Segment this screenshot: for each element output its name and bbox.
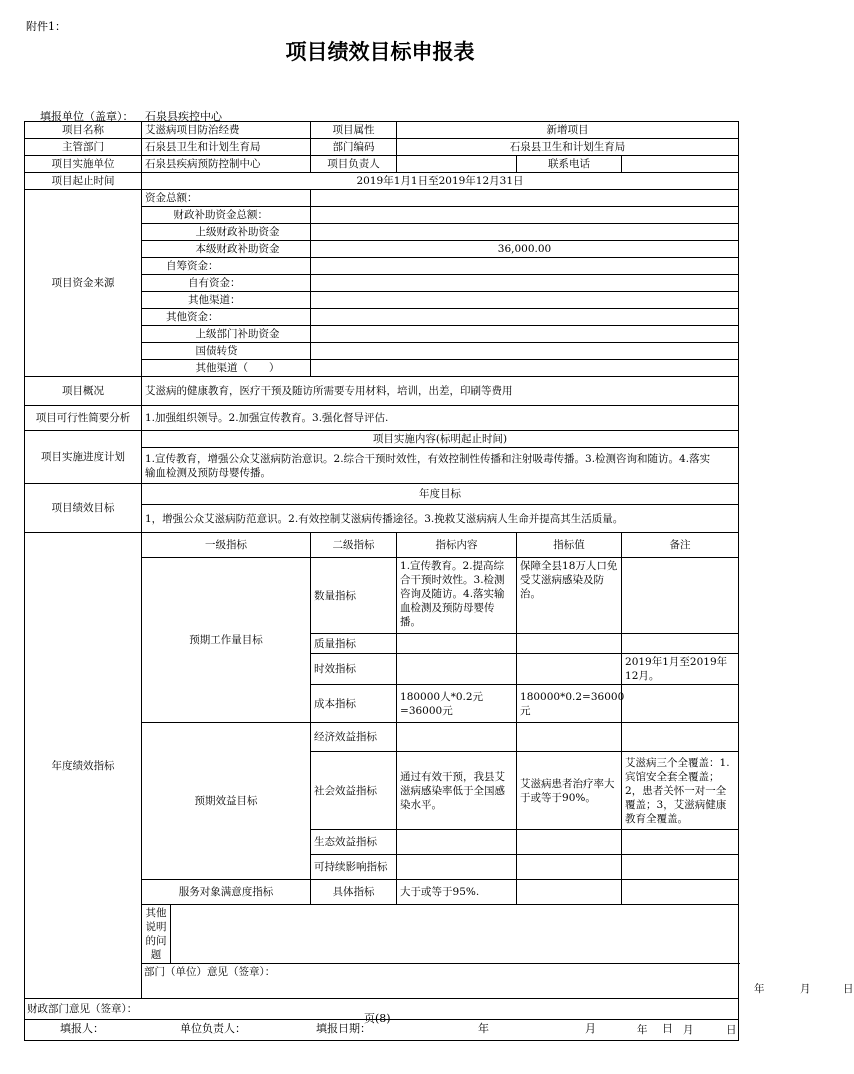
indicator-group-workload: 预期工作量目标 — [142, 558, 311, 723]
indicator-group-benefit: 预期效益目标 — [142, 723, 311, 880]
reporting-unit: 石泉县疾控中心 — [145, 110, 222, 123]
project-attr-label: 项目属性 — [311, 122, 397, 139]
funding-value — [311, 326, 739, 343]
funding-value — [311, 207, 739, 224]
indicator-content: 大于或等于95%. — [397, 880, 517, 905]
funding-value — [311, 292, 739, 309]
perf-goal: 1，增强公众艾滋病防范意识。2.有效控制艾滋病传播途径。3.挽救艾滋病病人生命并提高其生活质量。 — [142, 505, 739, 533]
indicator-note — [622, 634, 739, 654]
finance-opinion-label: 财政部门意见（签章）： — [25, 999, 739, 1020]
indicator-note — [622, 685, 739, 723]
project-name: 艾滋病项目防治经费 — [142, 122, 311, 139]
funding-value — [311, 190, 739, 207]
indicator-name: 生态效益指标 — [311, 830, 397, 855]
funding-item: 上级财政补助资金 — [193, 224, 311, 241]
finance-opinion-day: 日 — [726, 1024, 737, 1036]
finance-opinion-year: 年 — [637, 1024, 648, 1036]
indicator-note: 艾滋病三个全覆盖：1.宾馆安全套全覆盖；2，患者关怀一对一全覆盖；3，艾滋病健康教育全覆盖。 — [622, 752, 739, 830]
funding-value — [311, 275, 739, 292]
funding-item: 本级财政补助资金 — [193, 241, 311, 258]
funding-item: 财政补助资金总额： — [171, 207, 311, 224]
indicator-header: 备注 — [622, 533, 739, 558]
funding-item: 资金总额： — [142, 190, 311, 207]
dept-label: 主管部门 — [25, 139, 142, 156]
indicator-note — [622, 855, 739, 880]
funding-item: 其他渠道（ ） — [193, 360, 311, 377]
other-label: 其他说明的问题 — [142, 905, 171, 964]
indicator-value: 180000*0.2=36000元 — [517, 685, 622, 723]
indicator-content: 180000人*0.2元=36000元 — [397, 685, 517, 723]
indicator-header: 二级指标 — [311, 533, 397, 558]
funding-value — [311, 224, 739, 241]
indicator-value — [517, 880, 622, 905]
impl-unit-label: 项目实施单位 — [25, 156, 142, 173]
funding-item: 其他渠道： — [142, 292, 311, 309]
other-value — [171, 905, 739, 964]
indicator-name: 可持续影响指标 — [311, 855, 397, 880]
feasibility-label: 项目可行性简要分析 — [25, 406, 142, 431]
indicator-header: 一级指标 — [142, 533, 311, 558]
indicator-group-satisfaction: 服务对象满意度指标 — [142, 880, 311, 905]
page-title: 项目绩效目标申报表 — [285, 39, 475, 64]
indicator-name: 数量指标 — [311, 558, 397, 634]
indicator-name: 质量指标 — [311, 634, 397, 654]
funding-item: 自筹资金： — [142, 258, 311, 275]
footer-month: 月 — [585, 1022, 596, 1035]
schedule-label: 项目实施进度计划 — [25, 431, 142, 484]
indicator-note — [622, 880, 739, 905]
indicator-name: 时效指标 — [311, 654, 397, 685]
schedule: 1.宣传教育，增强公众艾滋病防治意识。2.综合干预时效性，有效控制性传播和注射吸毒传播。3.检测咨询和随访。4.落实 输血检测及预防母婴传播。 — [142, 448, 739, 484]
indicator-header: 指标值 — [517, 533, 622, 558]
overview: 艾滋病的健康教育，医疗干预及随访所需要专用材料，培训，出差，印刷等费用 — [142, 377, 739, 406]
indicator-value — [517, 723, 622, 752]
indicator-value — [517, 634, 622, 654]
finance-opinion-month: 月 — [683, 1024, 694, 1036]
funding-label: 项目资金来源 — [25, 190, 142, 377]
dept-code: 石泉县卫生和计划生育局 — [397, 139, 739, 156]
indicator-value — [517, 654, 622, 685]
perf-goal-label: 项目绩效目标 — [25, 484, 142, 533]
indicator-value — [517, 830, 622, 855]
indicator-content — [397, 855, 517, 880]
page-number: 页(8) — [364, 1012, 391, 1025]
footer-fill-date: 填报日期： — [316, 1022, 371, 1035]
indicator-note — [622, 830, 739, 855]
footer-year: 年 — [478, 1022, 489, 1035]
dept: 石泉县卫生和计划生育局 — [142, 139, 311, 156]
dept-opinion-day: 日 — [843, 983, 854, 995]
funding-value: 36,000.00 — [311, 241, 739, 258]
funding-value — [311, 258, 739, 275]
dept-opinion-cell — [142, 964, 854, 999]
indicator-note — [622, 723, 739, 752]
indicator-content — [397, 830, 517, 855]
indicator-value — [517, 855, 622, 880]
indicator-header: 指标内容 — [397, 533, 517, 558]
period-label: 项目起止时间 — [25, 173, 142, 190]
dept-opinion-year: 年 — [754, 983, 765, 995]
indicators-label: 年度绩效指标 — [25, 533, 142, 999]
project-attr: 新增项目 — [397, 122, 739, 139]
indicator-content — [397, 654, 517, 685]
project-name-label: 项目名称 — [25, 122, 142, 139]
reporting-unit-label: 填报单位（盖章）： — [40, 110, 134, 123]
indicator-name: 具体指标 — [311, 880, 397, 905]
schedule-header: 项目实施内容(标明起止时间) — [142, 431, 739, 448]
dept-code-label: 部门编码 — [311, 139, 397, 156]
leader-label: 项目负责人 — [311, 156, 397, 173]
impl-unit: 石泉县疾病预防控制中心 — [142, 156, 311, 173]
indicator-content: 通过有效干预，我县艾滋病感染率低于全国感染水平。 — [397, 752, 517, 830]
period: 2019年1月1日至2019年12月31日 — [142, 173, 739, 190]
attachment-label: 附件1： — [26, 20, 66, 33]
dept-opinion-month: 月 — [800, 983, 811, 995]
indicator-content: 1.宣传教育。2.提高综合干预时效性。3.检测咨询及随访。4.落实输血检测及预防母婴传播。 — [397, 558, 517, 634]
funding-item: 自有资金： — [142, 275, 311, 292]
funding-value — [311, 360, 739, 377]
funding-value — [311, 343, 739, 360]
footer-filler: 填报人： — [60, 1022, 104, 1035]
funding-value — [311, 309, 739, 326]
footer-unit-leader: 单位负责人： — [180, 1022, 246, 1035]
indicator-value: 保障全县18万人口免受艾滋病感染及防治。 — [517, 558, 622, 634]
indicator-note — [622, 558, 739, 634]
phone-label: 联系电话 — [517, 156, 622, 173]
overview-label: 项目概况 — [25, 377, 142, 406]
indicator-note: 2019年1月至2019年12月。 — [622, 654, 739, 685]
indicator-name: 社会效益指标 — [311, 752, 397, 830]
indicator-name: 经济效益指标 — [311, 723, 397, 752]
indicator-name: 成本指标 — [311, 685, 397, 723]
funding-item: 其他资金： — [142, 309, 311, 326]
funding-item: 上级部门补助资金 — [193, 326, 311, 343]
feasibility: 1.加强组织领导。2.加强宣传教育。3.强化督导评估. — [142, 406, 739, 431]
perf-goal-header: 年度目标 — [142, 484, 739, 505]
leader-value — [397, 156, 517, 173]
dept-opinion-label: 部门（单位）意见（签章）： — [144, 966, 276, 978]
phone-value — [622, 156, 739, 173]
indicator-content — [397, 723, 517, 752]
indicator-value: 艾滋病患者治疗率大于或等于90%。 — [517, 752, 622, 830]
indicator-content — [397, 634, 517, 654]
performance-form-table — [24, 121, 854, 1041]
footer-day: 日 — [662, 1022, 673, 1035]
funding-item: 国债转贷 — [193, 343, 311, 360]
